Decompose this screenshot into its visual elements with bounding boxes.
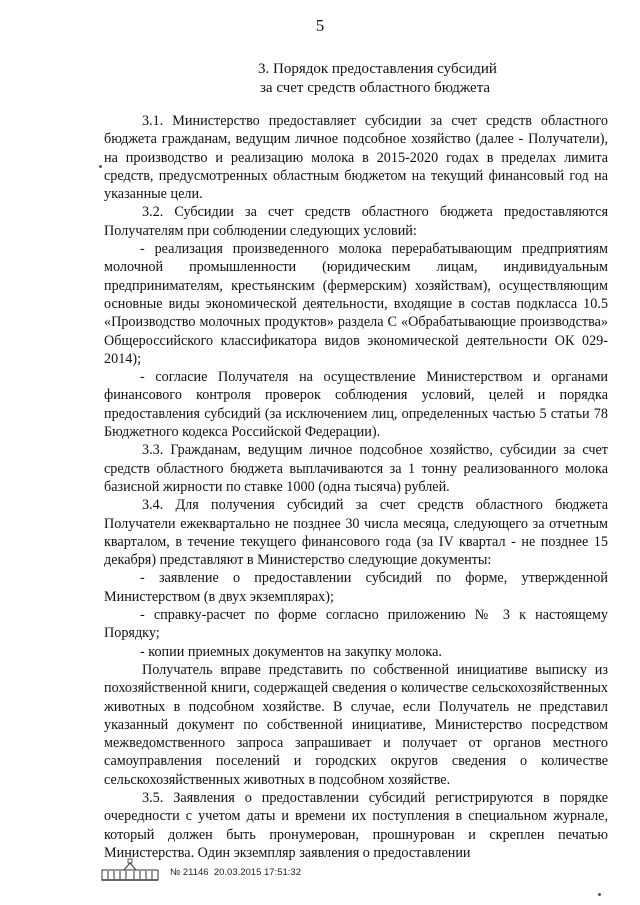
paragraph-3-4: 3.4. Для получения субсидий за счет средств областного бюджета Получатели ежеквартально не позднее 30 числа месяца, следующего за отчетным кварталом, в течение текущего финансового года (за IV квартал - не позднее 15 декабря) представляют в Министерство следующие документы:: [104, 497, 608, 569]
paragraph-recipient-right: Получатель вправе представить по собственной инициативе выписку из похозяйственной книги, содержащей сведения о количестве сельскохозяйственных животных в подсобном хозяйстве. В случае, если Получатель не представил указанный документ по собственной инициативе, Министерство посредством межведомственного запроса запрашивает и получает от органов местного самоуправления поселений и городских округов сведения о количестве сельскохозяйственных животных в подсобном хозяйстве.: [104, 661, 608, 788]
document-item-2: - справку-расчет по форме согласно приложению № 3 к настоящему Порядку;: [104, 607, 608, 642]
paragraph-3-1: 3.1. Министерство предоставляет субсидии за счет средств областного бюджета гражданам, ведущим личное подсобное хозяйство (далее - Получатели), на производство и реализацию молока в 2015-2020 годах в пределах лимита средств, предусмотренных областным бюджетом на текущий финансовый год на указанные цели.: [104, 113, 608, 203]
paragraph-3-5: 3.5. Заявления о предоставлении субсидий регистрируются в порядке очередности с учетом даты и времени их поступления в специальном журнале, который должен быть пронумерован, прошнурован и скреплен печатью Министерства. Один экземпляр заявления о предоставлении: [104, 789, 608, 861]
footer-stamp: [170, 867, 301, 878]
scan-artifact-dot: [99, 165, 102, 168]
document-timestamp: 20.03.2015 17:51:32: [213, 867, 301, 878]
document-item-1: - заявление о предоставлении субсидий по форме, утвержденной Министерством (в двух экземплярах);: [104, 570, 608, 605]
section-heading-line-2: за счет средств областного бюджета: [260, 80, 491, 96]
government-building-icon: [100, 858, 160, 884]
document-number: № 21146: [170, 867, 209, 878]
paragraph-3-3: 3.3. Гражданам, ведущим личное подсобное хозяйство, субсидии за счет средств областного бюджета выплачиваются за 1 тонну реализованного молока базисной жирности по ставке 1000 (одна тысяча) рублей.: [104, 442, 608, 495]
document-footer: [100, 858, 520, 888]
condition-item-1: - реализация произведенного молока перерабатывающим предприятиям молочной промышленности (юридическим лицам, индивидуальным предпринимателям, крестьянским (фермерским) хозяйствам), осуществляющим основные виды экономической деятельности, входящие в состав подкласса 10.5 «Производство молочных продуктов» раздела С «Обрабатывающие производства» Общероссийского классификатора видов экономической деятельности ОК 029-2014);: [104, 241, 608, 367]
scan-artifact-dot: [598, 893, 601, 896]
section-heading-line-1: 3. Порядок предоставления субсидий: [258, 61, 497, 77]
condition-item-2: - согласие Получателя на осуществление Министерством и органами финансового контроля проверок соблюдения условий, целей и порядка предоставления субсидий (за исключением лиц, определенных частью 5 статьи 78 Бюджетного кодекса Российской Федерации).: [104, 369, 608, 441]
section-heading: [0, 60, 640, 98]
body-text: [104, 112, 608, 862]
paragraph-3-2: 3.2. Субсидии за счет средств областного бюджета предоставляются Получателям при соблюдении следующих условий:: [104, 204, 608, 239]
document-item-3: - копии приемных документов на закупку молока.: [140, 643, 442, 660]
page-number: 5: [315, 16, 325, 35]
